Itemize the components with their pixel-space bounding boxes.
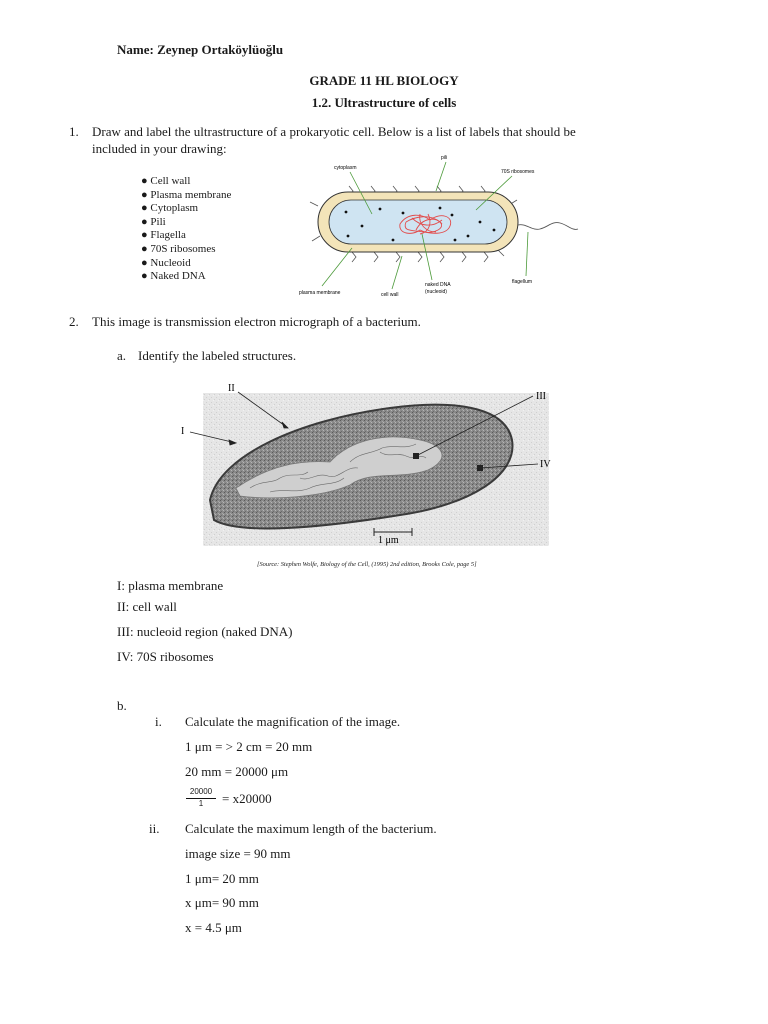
diagram-label-pili: pili <box>441 155 448 161</box>
q1-text-line2: included in your drawing: <box>92 141 227 156</box>
q2-text: This image is transmission electron micrograph of a bacterium. <box>92 314 421 329</box>
answer-iii: III: nucleoid region (naked DNA) <box>117 624 293 639</box>
ribosome-pointer-marker <box>477 465 483 471</box>
list-item: ● 70S ribosomes <box>141 242 216 255</box>
q2b-ii-numeral: ii. <box>149 821 160 836</box>
q2a-text: Identify the labeled structures. <box>138 348 297 363</box>
student-name: Name: Zeynep Ortaköylüoğlu <box>117 42 284 57</box>
q2-number: 2. <box>69 314 79 329</box>
q2b-i-line2: 20 mm = 20000 μm <box>185 764 289 779</box>
q1-text-line1: Draw and label the ultrastructure of a prokaryotic cell. Below is a list of labels that should be <box>92 124 576 139</box>
diagram-label-naked-dna: naked DNA <box>425 282 451 288</box>
q2b-ii-line4: x = 4.5 μm <box>185 920 242 935</box>
q2b-i-numeral: i. <box>155 714 162 729</box>
list-item: ● Naked DNA <box>141 270 206 283</box>
micrograph-label-iii: III <box>536 391 546 402</box>
fraction-numerator: 20000 <box>186 787 216 799</box>
answer-ii: II: cell wall <box>117 599 177 614</box>
diagram-label-nucleoid: (nucleoid) <box>425 289 447 295</box>
micrograph-label-i: I <box>181 426 185 437</box>
answer-i: I: plasma membrane <box>117 578 224 593</box>
list-item: ● Flagella <box>141 229 186 242</box>
fraction-denominator: 1 <box>198 799 204 808</box>
list-item: ● Cell wall <box>141 175 191 187</box>
q2b-ii-question: Calculate the maximum length of the bacterium. <box>185 821 437 836</box>
page-title: GRADE 11 HL BIOLOGY <box>309 73 459 88</box>
q2b-ii-line2: 1 μm= 20 mm <box>185 871 259 886</box>
diagram-label-cytoplasm: cytoplasm <box>334 165 357 171</box>
q2b-letter: b. <box>117 698 127 713</box>
diagram-label-ribosomes: 70S ribosomes <box>501 169 535 175</box>
micrograph-scale-label: 1 μm <box>378 535 399 546</box>
list-item: ● Cytoplasm <box>141 202 199 215</box>
answer-iv: IV: 70S ribosomes <box>117 649 214 664</box>
q2a-letter: a. <box>117 348 127 363</box>
diagram-label-cell-wall: cell wall <box>381 292 399 298</box>
q2b-ii-line1: image size = 90 mm <box>185 846 291 861</box>
micrograph-label-ii: II <box>228 383 235 394</box>
diagram-label-plasma-membrane: plasma membrane <box>299 290 341 296</box>
page-subtitle: 1.2. Ultrastructure of cells <box>311 95 457 110</box>
list-item: ● Pili <box>141 215 166 228</box>
q1-number: 1. <box>69 124 79 139</box>
magnification-result: = x20000 <box>222 791 272 806</box>
q2b-i-question: Calculate the magnification of the image. <box>185 714 401 729</box>
list-item: ● Plasma membrane <box>141 188 232 201</box>
q2b-i-line1: 1 μm = > 2 cm = 20 mm <box>185 739 313 754</box>
diagram-label-flagellum: flagellum <box>512 279 533 285</box>
micrograph-source: [Source: Stephen Wolfe, Biology of the Cell, (1995) 2nd edition, Brooks Cole, page 5] <box>257 561 477 568</box>
q2b-ii-line3: x μm= 90 mm <box>185 895 259 910</box>
dna-pointer-marker <box>413 453 419 459</box>
list-item: ● Nucleoid <box>141 256 191 269</box>
magnification-fraction <box>186 787 216 809</box>
micrograph-label-iv: IV <box>540 459 551 470</box>
